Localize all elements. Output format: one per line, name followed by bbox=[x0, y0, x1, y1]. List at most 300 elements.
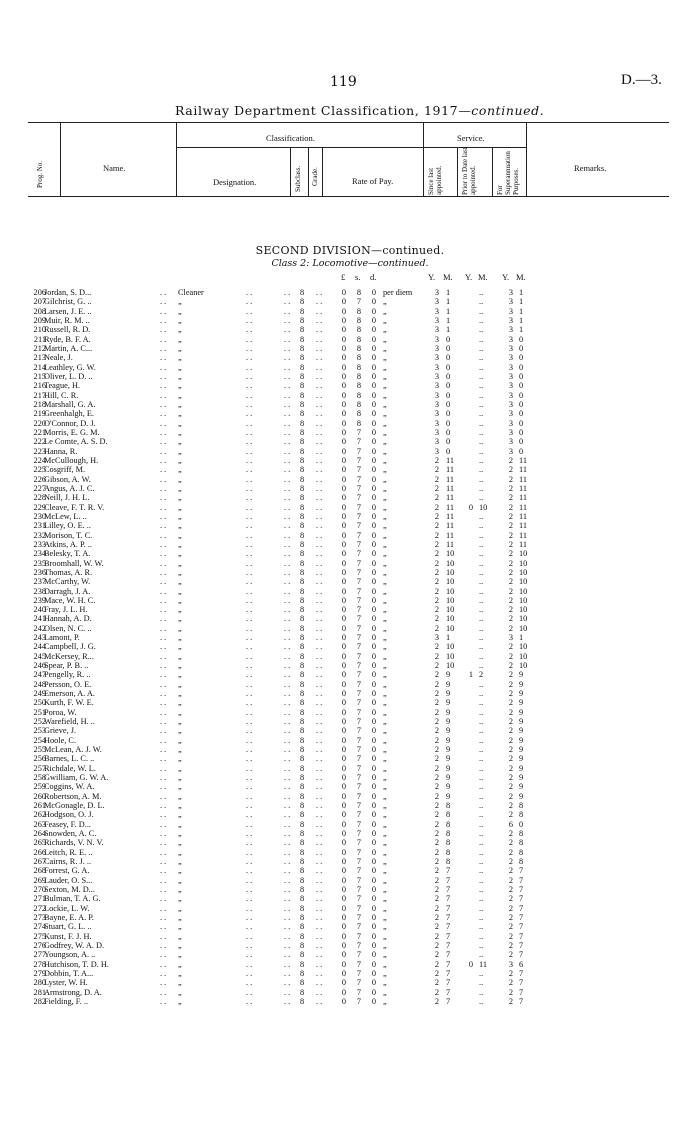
leader-dots: . . bbox=[246, 577, 253, 587]
leader-dots: . . bbox=[316, 857, 323, 867]
leader-dots: . . bbox=[316, 847, 323, 857]
pay-shillings: 7 bbox=[356, 679, 362, 689]
pay-shillings: 7 bbox=[356, 437, 362, 447]
leader-dots: . . bbox=[316, 698, 323, 708]
superannuation-months: 8 bbox=[519, 857, 524, 867]
superannuation-years: 2 bbox=[508, 670, 514, 680]
superannuation-months: 9 bbox=[519, 717, 524, 727]
designation: „ bbox=[178, 950, 182, 960]
designation: „ bbox=[178, 521, 182, 531]
table-row bbox=[0, 614, 700, 623]
leader-dots: . . bbox=[284, 595, 291, 605]
pay-period: „ bbox=[383, 577, 387, 587]
pay-period: „ bbox=[383, 483, 387, 493]
employee-name: Hanna, R. bbox=[44, 446, 78, 456]
employee-name: Morris, E. G. M. bbox=[44, 427, 100, 437]
leader-dots: . . bbox=[316, 959, 323, 969]
designation: Cleaner bbox=[178, 288, 204, 297]
designation: „ bbox=[178, 362, 182, 372]
service-prior-months: .. bbox=[479, 838, 484, 848]
service-since-months: 0 bbox=[446, 390, 451, 400]
service-since-months: 7 bbox=[446, 903, 451, 913]
leader-dots: . . bbox=[246, 922, 253, 932]
leader-dots: . . bbox=[160, 661, 167, 671]
pay-period: „ bbox=[383, 381, 387, 391]
pay-pounds: 0 bbox=[341, 325, 347, 335]
pay-period: „ bbox=[383, 343, 387, 353]
table-row bbox=[0, 353, 700, 362]
pay-pounds: 0 bbox=[341, 950, 347, 960]
leader-dots: . . bbox=[316, 940, 323, 950]
service-since-years: 2 bbox=[434, 866, 440, 876]
leader-dots: . . bbox=[160, 409, 167, 419]
pay-pounds: 0 bbox=[341, 297, 347, 307]
leader-dots: . . bbox=[160, 996, 167, 1006]
leader-dots: . . bbox=[246, 773, 253, 783]
service-prior-months: .. bbox=[479, 567, 484, 577]
designation: „ bbox=[178, 959, 182, 969]
employee-name: Poroa, W. bbox=[44, 707, 77, 717]
designation: „ bbox=[178, 343, 182, 353]
pay-shillings: 8 bbox=[356, 315, 362, 325]
superannuation-years: 3 bbox=[508, 427, 514, 437]
pay-period: „ bbox=[383, 698, 387, 708]
pay-pounds: 0 bbox=[341, 679, 347, 689]
service-prior-months: .. bbox=[479, 539, 484, 549]
pay-period: „ bbox=[383, 530, 387, 540]
pay-pence: 0 bbox=[371, 437, 377, 447]
service-since-years: 3 bbox=[434, 325, 440, 335]
leader-dots: . . bbox=[284, 950, 291, 960]
pay-pounds: 0 bbox=[341, 502, 347, 512]
leader-dots: . . bbox=[160, 381, 167, 391]
pay-shillings: 7 bbox=[356, 978, 362, 988]
table-row bbox=[0, 857, 700, 866]
leader-dots: . . bbox=[246, 325, 253, 335]
leader-dots: . . bbox=[284, 996, 291, 1006]
leader-dots: . . bbox=[316, 558, 323, 568]
leader-dots: . . bbox=[284, 539, 291, 549]
service-prior-months: .. bbox=[479, 427, 484, 437]
designation: „ bbox=[178, 754, 182, 764]
pay-pence: 0 bbox=[371, 455, 377, 465]
superannuation-years: 2 bbox=[508, 483, 514, 493]
table-row bbox=[0, 670, 700, 679]
leader-dots: . . bbox=[316, 418, 323, 428]
pay-period: „ bbox=[383, 521, 387, 531]
designation: „ bbox=[178, 968, 182, 978]
superannuation-years: 2 bbox=[508, 623, 514, 633]
leader-dots: . . bbox=[316, 773, 323, 783]
subclass: 8 bbox=[300, 530, 305, 540]
employee-name: Lyster, W. H. bbox=[44, 978, 88, 988]
leader-dots: . . bbox=[316, 679, 323, 689]
superannuation-years: 2 bbox=[508, 745, 514, 755]
service-since-months: 11 bbox=[446, 502, 454, 512]
superannuation-months: 10 bbox=[519, 567, 528, 577]
designation: „ bbox=[178, 306, 182, 316]
table-row bbox=[0, 447, 700, 456]
pay-pounds: 0 bbox=[341, 885, 347, 894]
service-prior-months: .. bbox=[479, 717, 484, 727]
pay-period: „ bbox=[383, 885, 387, 894]
superannuation-years: 2 bbox=[508, 922, 514, 932]
leader-dots: . . bbox=[316, 521, 323, 531]
subclass: 8 bbox=[300, 754, 305, 764]
leader-dots: . . bbox=[246, 735, 253, 745]
service-since-months: 7 bbox=[446, 875, 451, 885]
pay-period: „ bbox=[383, 539, 387, 549]
leader-dots: . . bbox=[160, 493, 167, 503]
table-row bbox=[0, 568, 700, 577]
leader-dots: . . bbox=[284, 912, 291, 922]
service-since-years: 2 bbox=[434, 689, 440, 699]
table-row bbox=[0, 484, 700, 493]
service-prior-years: 0 bbox=[468, 502, 474, 512]
subclass: 8 bbox=[300, 903, 305, 913]
pay-period: „ bbox=[383, 595, 387, 605]
table-row bbox=[0, 605, 700, 614]
prog-no: 252 bbox=[33, 717, 46, 727]
service-prior-months: .. bbox=[479, 577, 484, 587]
employee-name: Fray, J. L. H. bbox=[44, 605, 88, 615]
superannuation-years: 2 bbox=[508, 912, 514, 922]
designation: „ bbox=[178, 465, 182, 475]
designation: „ bbox=[178, 931, 182, 941]
pay-pounds: 0 bbox=[341, 343, 347, 353]
pay-shillings: 7 bbox=[356, 875, 362, 885]
subclass: 8 bbox=[300, 894, 305, 904]
superannuation-months: 10 bbox=[519, 558, 528, 568]
service-prior-months: .. bbox=[479, 558, 484, 568]
employee-name: McKersey, R... bbox=[44, 651, 94, 661]
pay-pounds: 0 bbox=[341, 614, 347, 624]
superannuation-months: 11 bbox=[519, 530, 527, 540]
prog-no: 213 bbox=[33, 353, 46, 363]
subclass: 8 bbox=[300, 978, 305, 988]
table-row bbox=[0, 344, 700, 353]
leader-dots: . . bbox=[246, 474, 253, 484]
pay-pounds: 0 bbox=[341, 362, 347, 372]
superannuation-months: 11 bbox=[519, 493, 527, 503]
subclass: 8 bbox=[300, 595, 305, 605]
pay-period: „ bbox=[383, 903, 387, 913]
leader-dots: . . bbox=[246, 987, 253, 997]
leader-dots: . . bbox=[284, 857, 291, 867]
leader-dots: . . bbox=[160, 567, 167, 577]
prog-no: 233 bbox=[33, 539, 46, 549]
leader-dots: . . bbox=[160, 455, 167, 465]
prog-no: 254 bbox=[33, 735, 46, 745]
table-row bbox=[0, 428, 700, 437]
superannuation-months: 11 bbox=[519, 502, 527, 512]
leader-dots: . . bbox=[316, 829, 323, 839]
table-row bbox=[0, 708, 700, 717]
employee-name: McLew, L. .. bbox=[44, 511, 87, 521]
pay-shillings: 7 bbox=[356, 866, 362, 876]
table-row bbox=[0, 652, 700, 661]
service-since-months: 10 bbox=[446, 549, 455, 559]
pay-shillings: 7 bbox=[356, 931, 362, 941]
leader-dots: . . bbox=[246, 698, 253, 708]
pay-shillings: 7 bbox=[356, 642, 362, 652]
prog-no: 211 bbox=[33, 334, 46, 344]
subclass: 8 bbox=[300, 483, 305, 493]
pay-period: „ bbox=[383, 978, 387, 988]
superannuation-years: 2 bbox=[508, 651, 514, 661]
superannuation-months: 10 bbox=[519, 586, 528, 596]
table-row bbox=[0, 698, 700, 707]
designation: „ bbox=[178, 315, 182, 325]
superannuation-years: 2 bbox=[508, 801, 514, 811]
pay-pounds: 0 bbox=[341, 857, 347, 867]
employee-name: Martin, A. C... bbox=[44, 343, 93, 353]
leader-dots: . . bbox=[316, 707, 323, 717]
employee-name: Bayne, E. A. P. bbox=[44, 912, 95, 922]
employee-name: Gilchrist, G. .. bbox=[44, 297, 92, 307]
leader-dots: . . bbox=[246, 885, 253, 894]
designation: „ bbox=[178, 745, 182, 755]
service-since-years: 2 bbox=[434, 838, 440, 848]
superannuation-years: 2 bbox=[508, 791, 514, 801]
subclass: 8 bbox=[300, 381, 305, 391]
pay-period: „ bbox=[383, 315, 387, 325]
service-since-months: 9 bbox=[446, 698, 451, 708]
pay-shillings: 7 bbox=[356, 829, 362, 839]
leader-dots: . . bbox=[284, 577, 291, 587]
prog-no: 238 bbox=[33, 586, 46, 596]
prog-no: 259 bbox=[33, 782, 46, 792]
leader-dots: . . bbox=[246, 409, 253, 419]
pay-pence: 0 bbox=[371, 661, 377, 671]
prog-no: 248 bbox=[33, 679, 46, 689]
superannuation-months: 7 bbox=[519, 866, 524, 876]
superannuation-years: 2 bbox=[508, 521, 514, 531]
subclass: 8 bbox=[300, 493, 305, 503]
leader-dots: . . bbox=[160, 698, 167, 708]
pay-shillings: 7 bbox=[356, 558, 362, 568]
leader-dots: . . bbox=[316, 838, 323, 848]
subclass: 8 bbox=[300, 726, 305, 736]
superannuation-months: 11 bbox=[519, 474, 527, 484]
pay-shillings: 7 bbox=[356, 735, 362, 745]
table-row bbox=[0, 391, 700, 400]
service-since-years: 2 bbox=[434, 623, 440, 633]
employee-name: Ryde, B. F. A. bbox=[44, 334, 91, 344]
pay-pounds: 0 bbox=[341, 288, 347, 297]
prog-no: 234 bbox=[33, 549, 46, 559]
prog-no: 206 bbox=[33, 288, 46, 297]
leader-dots: . . bbox=[316, 651, 323, 661]
leader-dots: . . bbox=[316, 427, 323, 437]
table-row bbox=[0, 913, 700, 922]
prog-no: 267 bbox=[33, 857, 46, 867]
pay-shillings: 8 bbox=[356, 409, 362, 419]
table-row bbox=[0, 922, 700, 931]
pay-period: „ bbox=[383, 586, 387, 596]
pay-pounds: 0 bbox=[341, 661, 347, 671]
pay-period: „ bbox=[383, 670, 387, 680]
prog-no: 255 bbox=[33, 745, 46, 755]
service-since-years: 2 bbox=[434, 810, 440, 820]
pay-pence: 0 bbox=[371, 288, 377, 297]
superannuation-years: 2 bbox=[508, 661, 514, 671]
employee-name: Coggins, W. A. bbox=[44, 782, 95, 792]
employee-name: Snowden, A. C. bbox=[44, 829, 97, 839]
leader-dots: . . bbox=[284, 521, 291, 531]
pay-shillings: 8 bbox=[356, 325, 362, 335]
leader-dots: . . bbox=[284, 633, 291, 643]
prog-no: 266 bbox=[33, 847, 46, 857]
service-since-years: 2 bbox=[434, 996, 440, 1006]
leader-dots: . . bbox=[246, 912, 253, 922]
leader-dots: . . bbox=[160, 707, 167, 717]
pay-pounds: 0 bbox=[341, 763, 347, 773]
superannuation-months: 7 bbox=[519, 987, 524, 997]
pay-pence: 0 bbox=[371, 689, 377, 699]
table-row bbox=[0, 642, 700, 651]
designation: „ bbox=[178, 847, 182, 857]
leader-dots: . . bbox=[160, 959, 167, 969]
subclass: 8 bbox=[300, 698, 305, 708]
service-since-years: 2 bbox=[434, 651, 440, 661]
superannuation-months: 9 bbox=[519, 754, 524, 764]
pay-pence: 0 bbox=[371, 950, 377, 960]
superannuation-months: 0 bbox=[519, 446, 524, 456]
superannuation-years: 2 bbox=[508, 763, 514, 773]
service-since-years: 3 bbox=[434, 315, 440, 325]
pay-shillings: 7 bbox=[356, 661, 362, 671]
pay-period: „ bbox=[383, 763, 387, 773]
leader-dots: . . bbox=[160, 605, 167, 615]
pay-shillings: 7 bbox=[356, 707, 362, 717]
designation: „ bbox=[178, 418, 182, 428]
superannuation-months: 0 bbox=[519, 343, 524, 353]
service-since-months: 0 bbox=[446, 343, 451, 353]
service-since-months: 0 bbox=[446, 334, 451, 344]
leader-dots: . . bbox=[316, 353, 323, 363]
designation: „ bbox=[178, 857, 182, 867]
designation: „ bbox=[178, 894, 182, 904]
prog-no: 226 bbox=[33, 474, 46, 484]
leader-dots: . . bbox=[284, 390, 291, 400]
pay-period: „ bbox=[383, 987, 387, 997]
leader-dots: . . bbox=[316, 754, 323, 764]
pay-shillings: 7 bbox=[356, 763, 362, 773]
leader-dots: . . bbox=[316, 931, 323, 941]
pay-pence: 0 bbox=[371, 912, 377, 922]
leader-dots: . . bbox=[316, 735, 323, 745]
pay-pence: 0 bbox=[371, 427, 377, 437]
leader-dots: . . bbox=[246, 353, 253, 363]
designation: „ bbox=[178, 493, 182, 503]
subclass: 8 bbox=[300, 502, 305, 512]
leader-dots: . . bbox=[284, 297, 291, 307]
leader-dots: . . bbox=[284, 940, 291, 950]
leader-dots: . . bbox=[316, 409, 323, 419]
leader-dots: . . bbox=[284, 829, 291, 839]
prog-no: 235 bbox=[33, 558, 46, 568]
leader-dots: . . bbox=[284, 558, 291, 568]
superannuation-months: 0 bbox=[519, 353, 524, 363]
table-row bbox=[0, 363, 700, 372]
service-since-months: 7 bbox=[446, 940, 451, 950]
pay-pounds: 0 bbox=[341, 642, 347, 652]
superannuation-years: 2 bbox=[508, 894, 514, 904]
leader-dots: . . bbox=[246, 866, 253, 876]
pay-period: „ bbox=[383, 306, 387, 316]
service-since-years: 2 bbox=[434, 679, 440, 689]
employee-name: Grieve, J. bbox=[44, 726, 77, 736]
leader-dots: . . bbox=[246, 717, 253, 727]
prog-no: 276 bbox=[33, 940, 46, 950]
subclass: 8 bbox=[300, 885, 305, 894]
pay-shillings: 7 bbox=[356, 726, 362, 736]
subclass: 8 bbox=[300, 549, 305, 559]
pay-pence: 0 bbox=[371, 810, 377, 820]
superannuation-years: 2 bbox=[508, 838, 514, 848]
employee-name: Darragh, J. A. bbox=[44, 586, 91, 596]
leader-dots: . . bbox=[160, 726, 167, 736]
prog-no: 262 bbox=[33, 810, 46, 820]
leader-dots: . . bbox=[160, 950, 167, 960]
pay-period: „ bbox=[383, 912, 387, 922]
pay-shillings: 7 bbox=[356, 474, 362, 484]
employee-name: McCullough, H. bbox=[44, 455, 99, 465]
employee-name: Greenhalgh, E. bbox=[44, 409, 94, 419]
leader-dots: . . bbox=[316, 950, 323, 960]
leader-dots: . . bbox=[246, 288, 253, 297]
pay-shillings: 7 bbox=[356, 455, 362, 465]
pay-shillings: 7 bbox=[356, 698, 362, 708]
designation: „ bbox=[178, 773, 182, 783]
leader-dots: . . bbox=[160, 558, 167, 568]
pay-shillings: 8 bbox=[356, 334, 362, 344]
table-row bbox=[0, 848, 700, 857]
superannuation-years: 3 bbox=[508, 437, 514, 447]
leader-dots: . . bbox=[246, 315, 253, 325]
leader-dots: . . bbox=[316, 717, 323, 727]
subclass: 8 bbox=[300, 791, 305, 801]
unit-years-1: Y. bbox=[428, 272, 436, 282]
pay-pounds: 0 bbox=[341, 390, 347, 400]
prog-no: 218 bbox=[33, 399, 46, 409]
leader-dots: . . bbox=[160, 940, 167, 950]
pay-period: „ bbox=[383, 894, 387, 904]
leader-dots: . . bbox=[246, 857, 253, 867]
leader-dots: . . bbox=[284, 362, 291, 372]
employee-name: Cosgriff, M. bbox=[44, 465, 86, 475]
pay-pounds: 0 bbox=[341, 306, 347, 316]
table-row bbox=[0, 409, 700, 418]
prog-no: 244 bbox=[33, 642, 46, 652]
employee-name: Spear, P. B. .. bbox=[44, 661, 89, 671]
superannuation-months: 7 bbox=[519, 875, 524, 885]
leader-dots: . . bbox=[246, 399, 253, 409]
leader-dots: . . bbox=[160, 343, 167, 353]
table-row bbox=[0, 876, 700, 885]
subclass: 8 bbox=[300, 940, 305, 950]
employee-name: Youngson, A. .. bbox=[44, 950, 96, 960]
leader-dots: . . bbox=[246, 996, 253, 1006]
superannuation-months: 8 bbox=[519, 810, 524, 820]
pay-pence: 0 bbox=[371, 801, 377, 811]
pay-period: „ bbox=[383, 791, 387, 801]
prog-no: 230 bbox=[33, 511, 46, 521]
superannuation-years: 3 bbox=[508, 381, 514, 391]
table-row bbox=[0, 820, 700, 829]
service-prior-months: .. bbox=[479, 745, 484, 755]
